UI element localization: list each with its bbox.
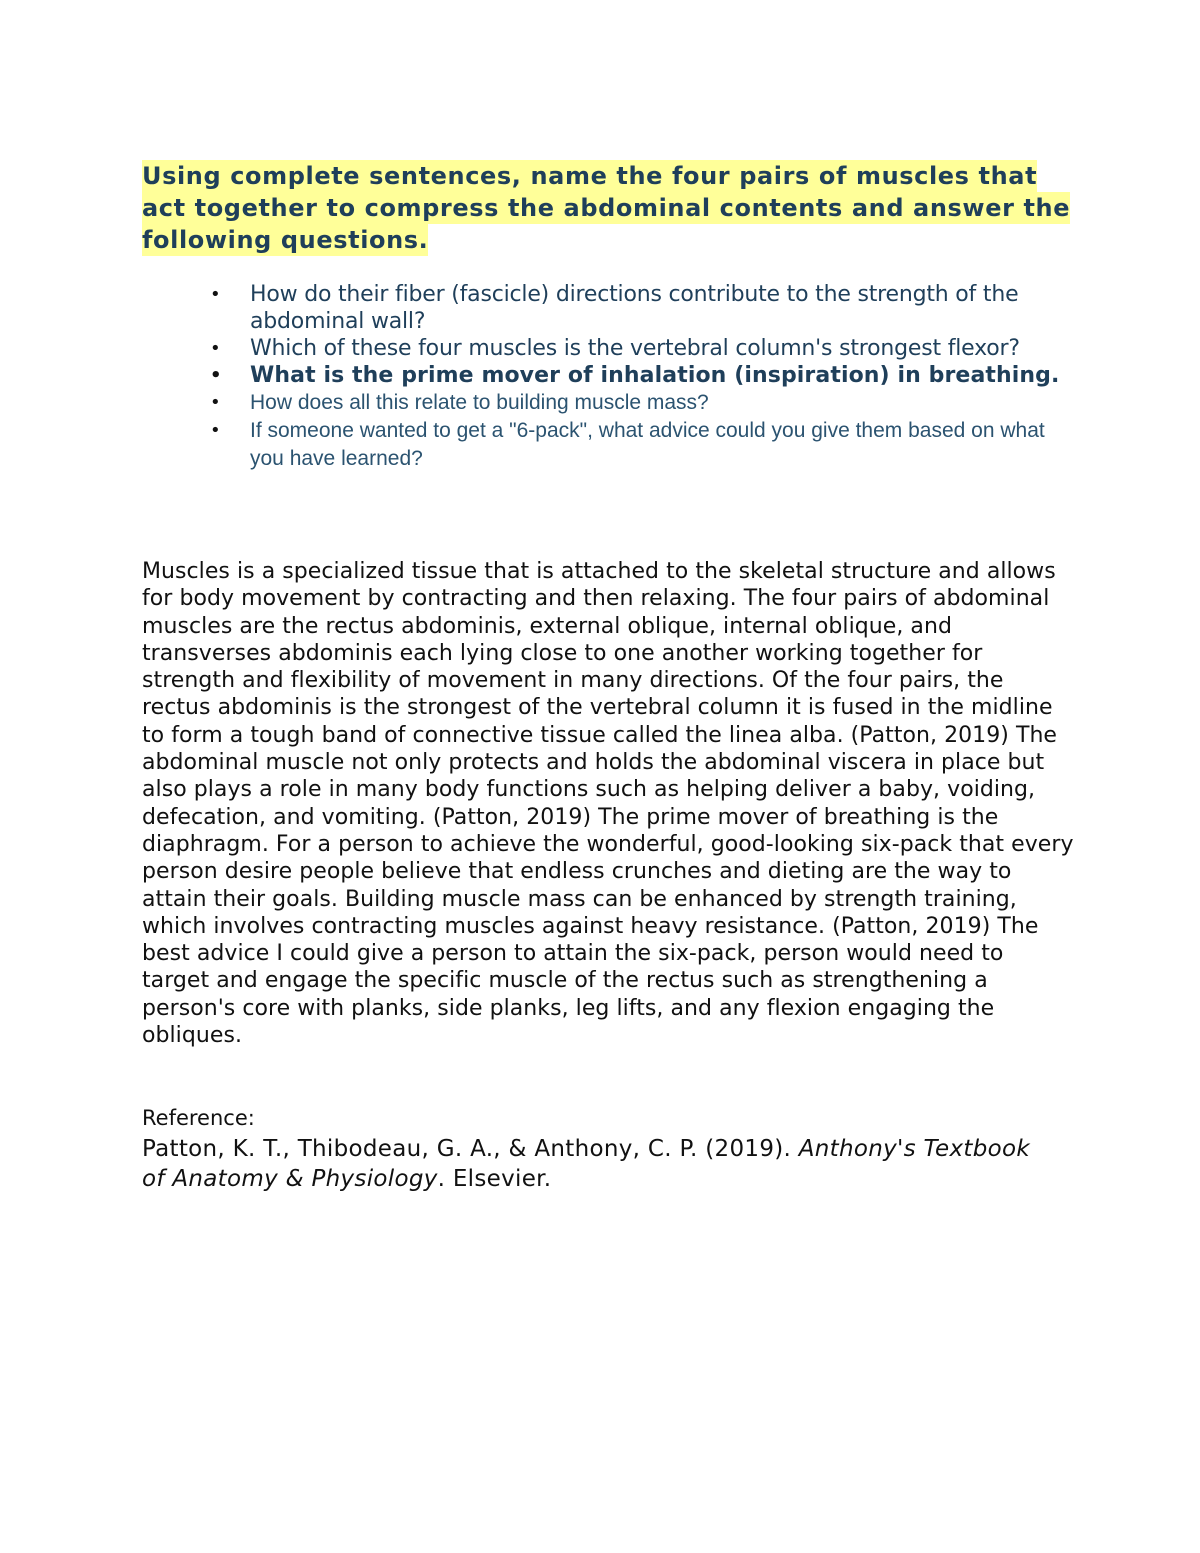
answer-paragraph: Muscles is a specialized tissue that is attached to the skeletal structure and allows for body movement by contracting and then relaxing. The four pairs of abdominal muscles are the rectus abdominis, external oblique, internal oblique, and transverses abdominis each lying close to one another working together for strength and flexibility of movement in many directions. Of the four pairs, the rectus abdominis is the strongest of the vertebral column it is fused in the midline to form a tough band of connective tissue called the linea alba. (Patton, 2019) The abdominal muscle not only protects and holds the abdominal viscera in place but also plays a role in many body functions such as helping deliver a baby, voiding, defecation, and vomiting. (Patton, 2019) The prime mover of breathing is the diaphragm. For a person to achieve the wonderful, good-looking six-pack that every person desire people believe that endless crunches and dieting are the way to attain their goals. Building muscle mass can be enhanced by strength training, which involves contracting muscles against heavy resistance. (Patton, 2019) The best advice I could give a person to attain the six-pack, person would need to target and engage the specific muscle of the rectus such as strengthening a person's core with planks, side planks, leg lifts, and any flexion engaging the obliques.	[142, 559, 1074, 1049]
reference-label: Reference:	[142, 1106, 255, 1130]
question-list	[210, 281, 1080, 473]
list-item	[210, 281, 1080, 335]
bullet-icon: •	[210, 284, 221, 305]
reference-citation	[142, 1134, 1042, 1194]
citation-publisher: . Elsevier.	[437, 1166, 552, 1192]
question-text: If someone wanted to get a "6-pack", what advice could you give them based on what you have learned?	[250, 419, 1045, 470]
bullet-icon: •	[210, 392, 221, 413]
bullet-icon: •	[210, 365, 222, 386]
list-item	[210, 417, 1080, 473]
bullet-icon: •	[210, 420, 221, 441]
question-text: How do their fiber (fascicle) directions contribute to the strength of the abdominal wall?	[250, 282, 1019, 334]
list-item	[210, 335, 1080, 362]
citation-title: Anthony's Textbook of Anatomy & Physiology	[142, 1136, 1030, 1192]
highlighted-heading-text: Using complete sentences, name the four pairs of muscles that act together to compress the abdominal contents and answer the following questions.	[142, 162, 1071, 254]
list-item	[210, 362, 1080, 389]
question-text: What is the prime mover of inhalation (inspiration) in breathing.	[250, 363, 1060, 388]
question-text: How does all this relate to building muscle mass?	[250, 391, 709, 414]
assignment-prompt-heading	[142, 160, 1072, 256]
list-item	[210, 389, 1080, 417]
bullet-icon: •	[210, 338, 221, 359]
citation-authors: Patton, K. T., Thibodeau, G. A., & Anthony, C. P. (2019).	[142, 1136, 799, 1162]
question-text: Which of these four muscles is the vertebral column's strongest flexor?	[250, 336, 1020, 361]
